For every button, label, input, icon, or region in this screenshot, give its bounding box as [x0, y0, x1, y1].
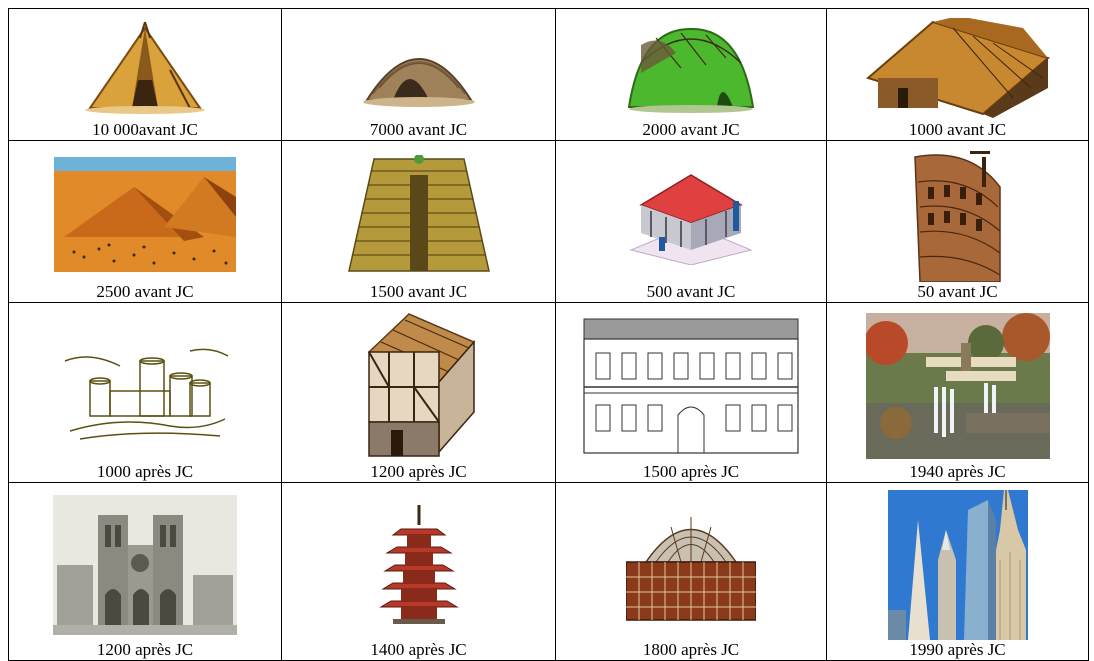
- table-row: [9, 483, 1089, 661]
- greek-temple-icon: [621, 165, 761, 265]
- date-caption: 1200 après JC: [370, 462, 467, 481]
- architecture-timeline-table: [8, 8, 1089, 661]
- table-cell: [556, 483, 827, 661]
- crystal-palace-icon: [626, 507, 756, 622]
- date-caption: 1000 après JC: [96, 462, 194, 481]
- pagoda-icon: [379, 505, 459, 625]
- table-cell: [282, 9, 556, 141]
- date-caption: 1500 avant JC: [369, 282, 468, 301]
- date-caption: 1800 après JC: [642, 640, 740, 659]
- hut-icon: [359, 28, 479, 108]
- skyscrapers-icon: [888, 490, 1028, 640]
- date-caption: 10 000avant JC: [92, 120, 198, 139]
- castle-sketch-icon: [60, 321, 230, 451]
- table-row: [9, 9, 1089, 141]
- table-cell: [9, 483, 282, 661]
- date-caption: 2500 avant JC: [96, 282, 194, 301]
- timber-house-icon: [359, 312, 479, 460]
- longhouse-icon: [863, 18, 1053, 118]
- date-caption: 7000 avant JC: [369, 120, 468, 139]
- table-cell: [556, 303, 827, 483]
- date-caption: 50 avant JC: [917, 282, 998, 301]
- table-cell: [282, 303, 556, 483]
- table-cell: [282, 483, 556, 661]
- table-row: [9, 141, 1089, 303]
- palace-facade-icon: [582, 317, 800, 455]
- date-caption: 1940 après JC: [909, 462, 1006, 481]
- table-cell: [556, 9, 827, 141]
- date-caption: 1000 avant JC: [908, 120, 1007, 139]
- table-cell: [827, 141, 1089, 303]
- dome-hut-icon: [621, 23, 761, 113]
- date-caption: 2000 avant JC: [642, 120, 740, 139]
- date-caption: 1500 après JC: [642, 462, 740, 481]
- tent-icon: [80, 20, 210, 115]
- date-caption: 1200 après JC: [96, 640, 194, 659]
- date-caption: 1990 après JC: [909, 640, 1006, 659]
- table-cell: [827, 303, 1089, 483]
- table-cell: [827, 483, 1089, 661]
- table-cell: [282, 141, 556, 303]
- cathedral-icon: [53, 495, 237, 635]
- table-row: [9, 303, 1089, 483]
- table-cell: [9, 9, 282, 141]
- pyramids-icon: [54, 157, 236, 272]
- table-cell: [827, 9, 1089, 141]
- date-caption: 500 avant JC: [646, 282, 736, 301]
- date-caption: 1400 après JC: [370, 640, 467, 659]
- colosseum-icon: [910, 147, 1005, 282]
- table-cell: [556, 141, 827, 303]
- table-cell: [9, 303, 282, 483]
- temple-tower-icon: [344, 155, 494, 275]
- fallingwater-icon: [866, 313, 1050, 459]
- table-cell: [9, 141, 282, 303]
